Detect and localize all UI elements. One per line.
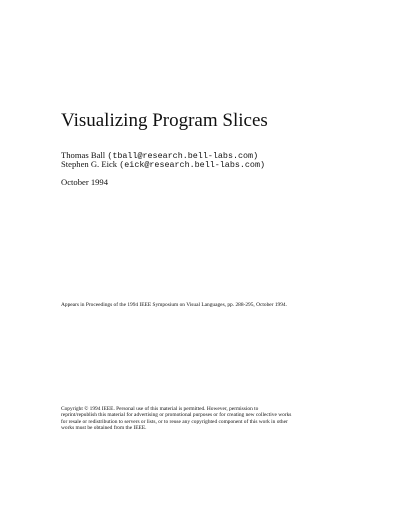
author-name: Thomas Ball bbox=[61, 150, 106, 160]
copyright-line: works must be obtained from the IEEE. bbox=[61, 425, 147, 432]
author-stephen-eick bbox=[61, 159, 265, 171]
copyright-notice bbox=[61, 406, 351, 432]
author-email: (eick@research.bell-labs.com) bbox=[119, 160, 265, 170]
publication-date: October 1994 bbox=[61, 177, 109, 187]
copyright-line: reprint/republish this material for advertising or promotional purposes or for creating new collective works bbox=[61, 412, 292, 419]
paper-title: Visualizing Program Slices bbox=[61, 110, 268, 131]
copyright-line: for resale or redistribution to servers or lists, or to reuse any copyrighted component of this work in other bbox=[61, 418, 288, 425]
author-email: (tball@research.bell-labs.com) bbox=[107, 151, 259, 161]
copyright-line: Copyright © 1994 IEEE. Personal use of this material is permitted. However, permission to bbox=[61, 406, 259, 412]
author-name: Stephen G. Eick bbox=[61, 159, 118, 169]
proceedings-note: Appears in Proceedings of the 1994 IEEE Symposium on Visual Languages, pp. 288-295, October 1994. bbox=[61, 302, 287, 308]
